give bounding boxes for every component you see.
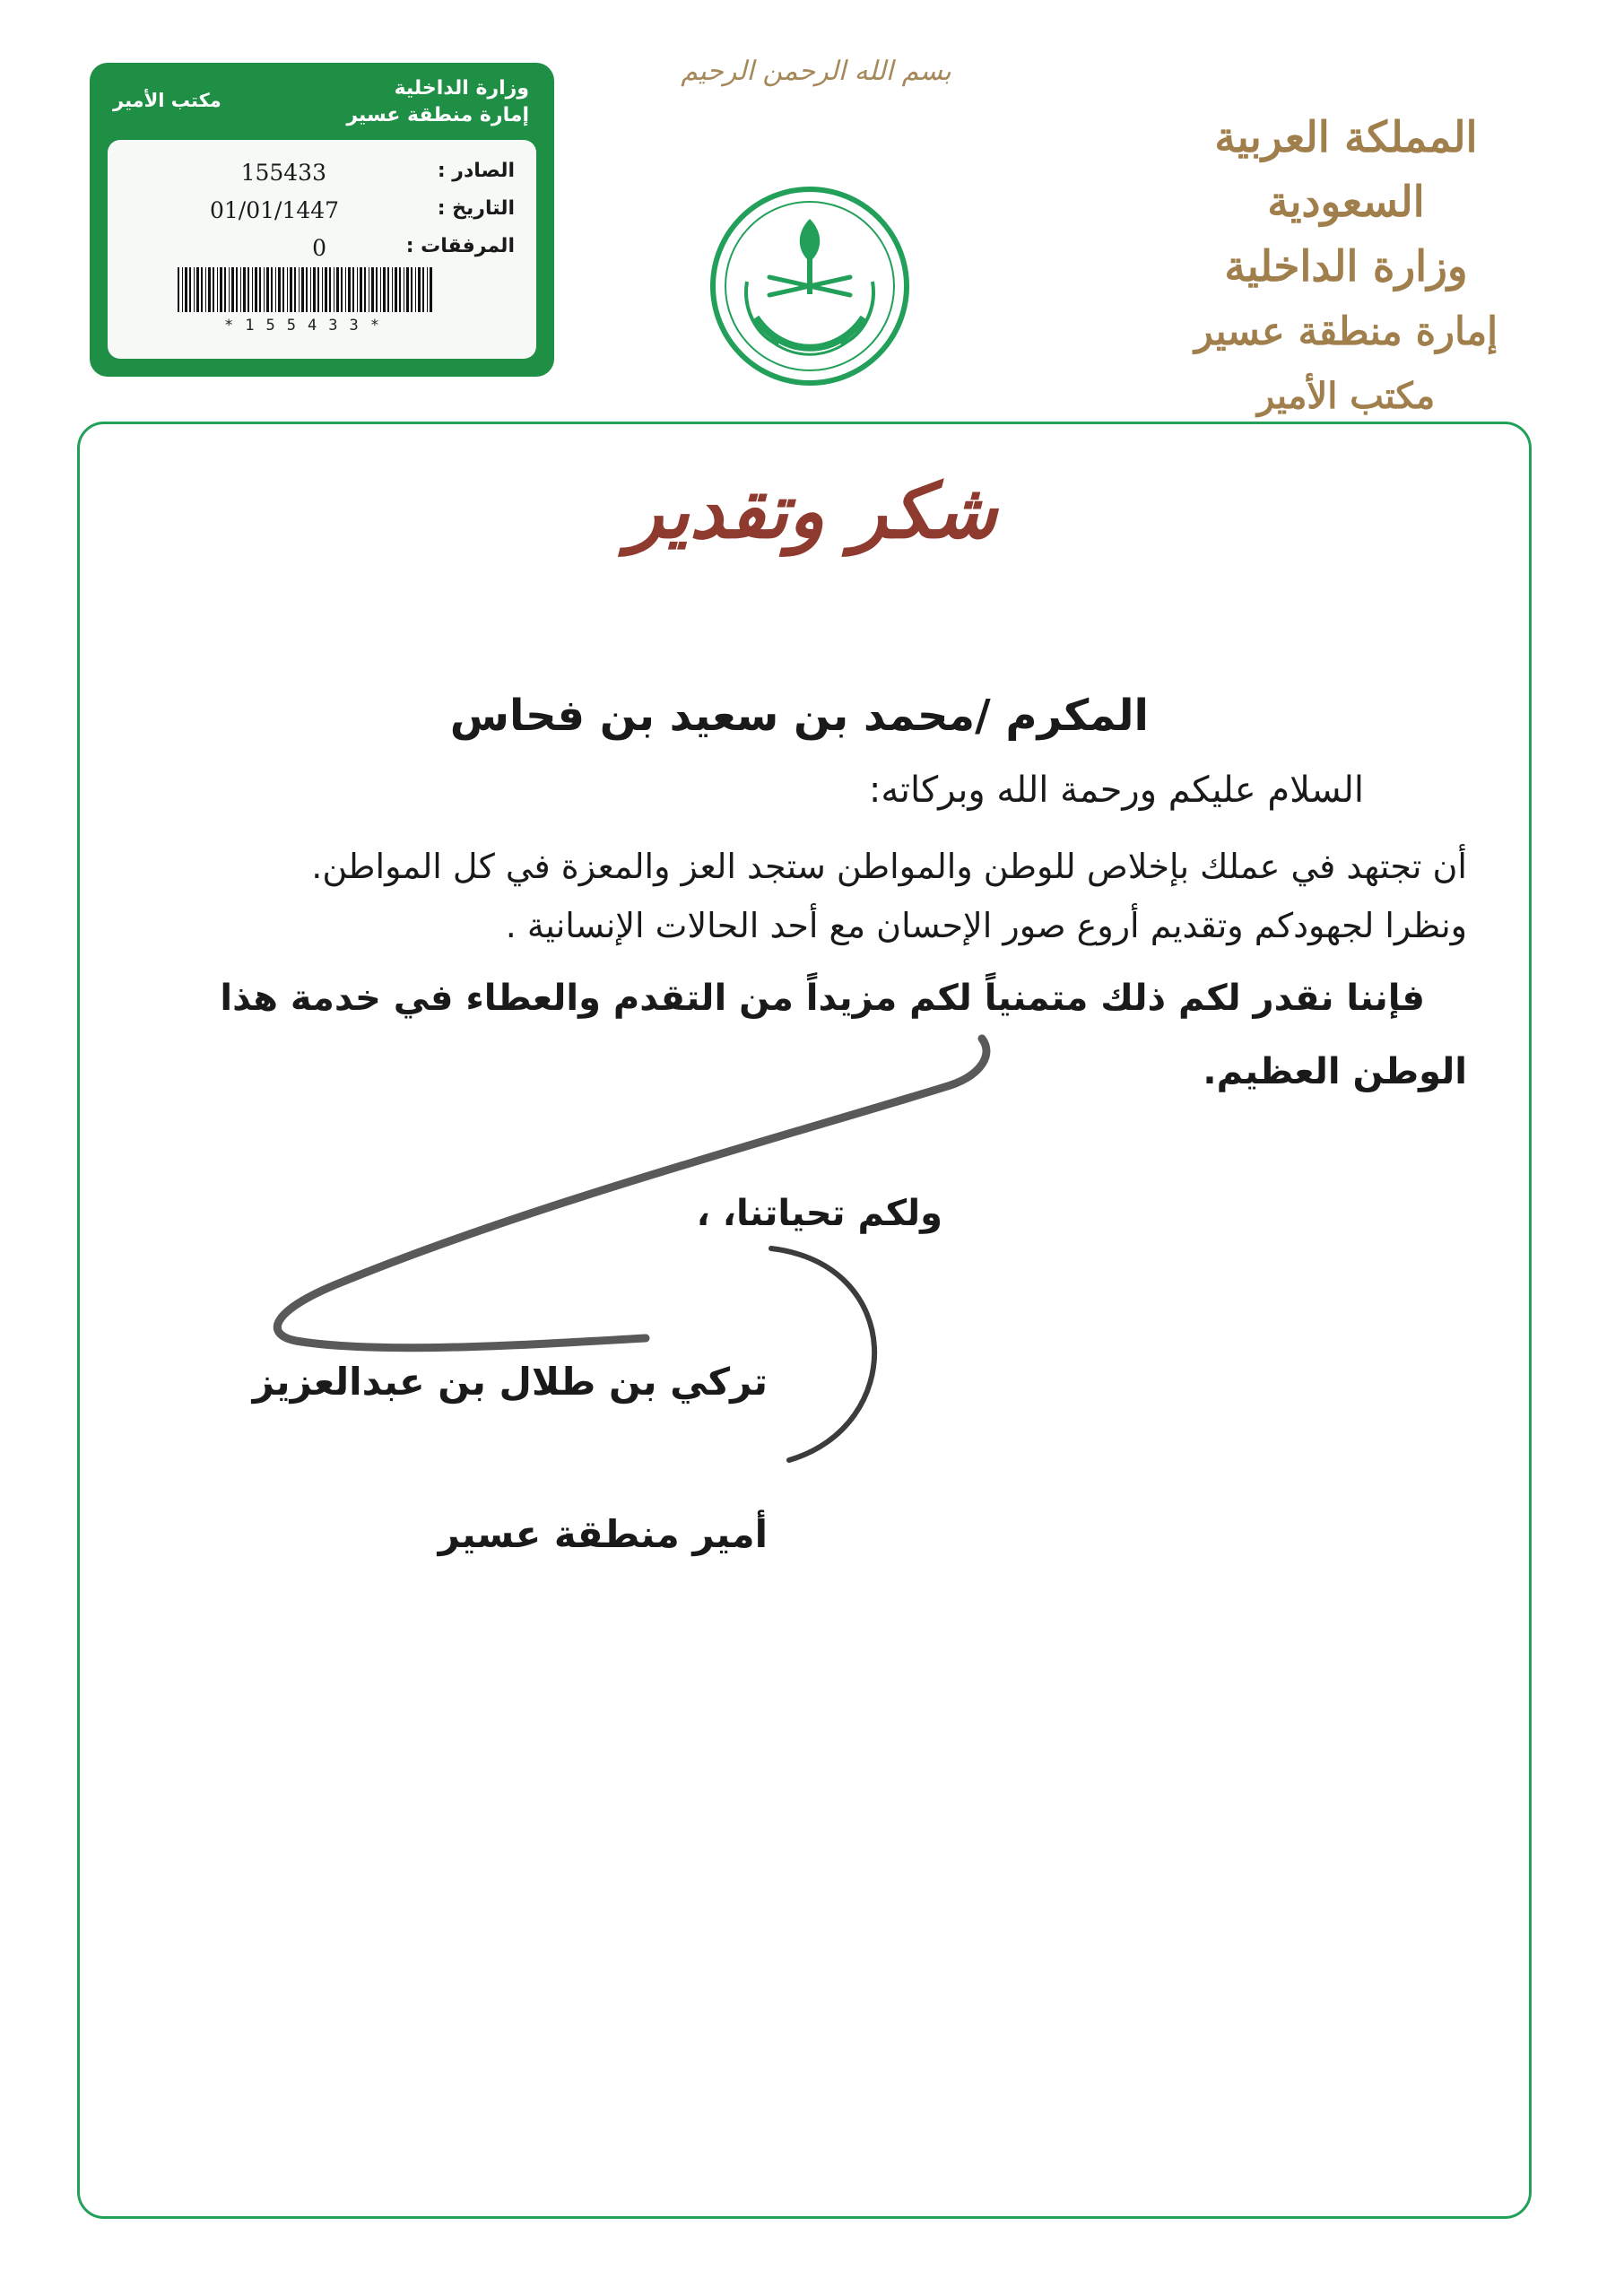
recipient-line: المكرم /محمد بن سعيد بن فحاس [449, 691, 1149, 741]
body-paragraph: فإننا نقدر لكم ذلك متمنياً لكم مزيداً من التقدم والعطاء في خدمة هذا [220, 978, 1425, 1019]
closing-line: ولكم تحياتنا، ، [696, 1193, 942, 1234]
stamp-field-label: المرفقات : [405, 235, 515, 257]
body-paragraph: الوطن العظيم. [1203, 1051, 1467, 1092]
greeting-line: السلام عليكم ورحمة الله وبركاته: [868, 770, 1364, 811]
stamp-field-label: التاريخ : [437, 197, 515, 220]
signatory-name: تركي بن طلال بن عبدالعزيز [252, 1360, 768, 1404]
stamp-field-attachments [138, 233, 515, 265]
stamp-field-number [138, 158, 515, 190]
stamp-field-date [138, 196, 515, 228]
signatory-title: أمير منطقة عسير [438, 1512, 768, 1556]
barcode-text: *155433* [224, 317, 391, 335]
stamp-field-value: 155433 [240, 160, 326, 186]
registration-stamp [90, 63, 554, 377]
stamp-header [296, 75, 529, 129]
stamp-field-value: 0 [312, 235, 326, 261]
bismillah: بسم الله الرحمن الرحيم [681, 56, 951, 87]
letterhead-kingdom: المملكة العربية السعودية [1214, 113, 1478, 227]
stamp-region: إمارة منطقة عسير [346, 104, 529, 126]
letterhead-office: مكتب الأمير [1256, 375, 1436, 417]
stamp-field-label: الصادر : [437, 160, 515, 182]
barcode [178, 267, 432, 312]
stamp-ministry: وزارة الداخلية [394, 77, 529, 100]
letterhead [1149, 106, 1543, 429]
stamp-office: مكتب الأمير [113, 90, 221, 111]
letterhead-region: إمارة منطقة عسير [1194, 309, 1498, 354]
body-paragraph: ونظرا لجهودكم وتقديم أروع صور الإحسان مع أحد الحالات الإنسانية . [505, 906, 1467, 945]
stamp-field-value: 01/01/1447 [210, 197, 340, 223]
letter-title: شكر وتقدير [627, 466, 997, 555]
letterhead-ministry: وزارة الداخلية [1224, 242, 1468, 291]
ministry-emblem-icon [707, 183, 913, 389]
body-paragraph: أن تجتهد في عملك بإخلاص للوطن والمواطن ستجد العز والمعزة في كل المواطن. [311, 847, 1467, 886]
